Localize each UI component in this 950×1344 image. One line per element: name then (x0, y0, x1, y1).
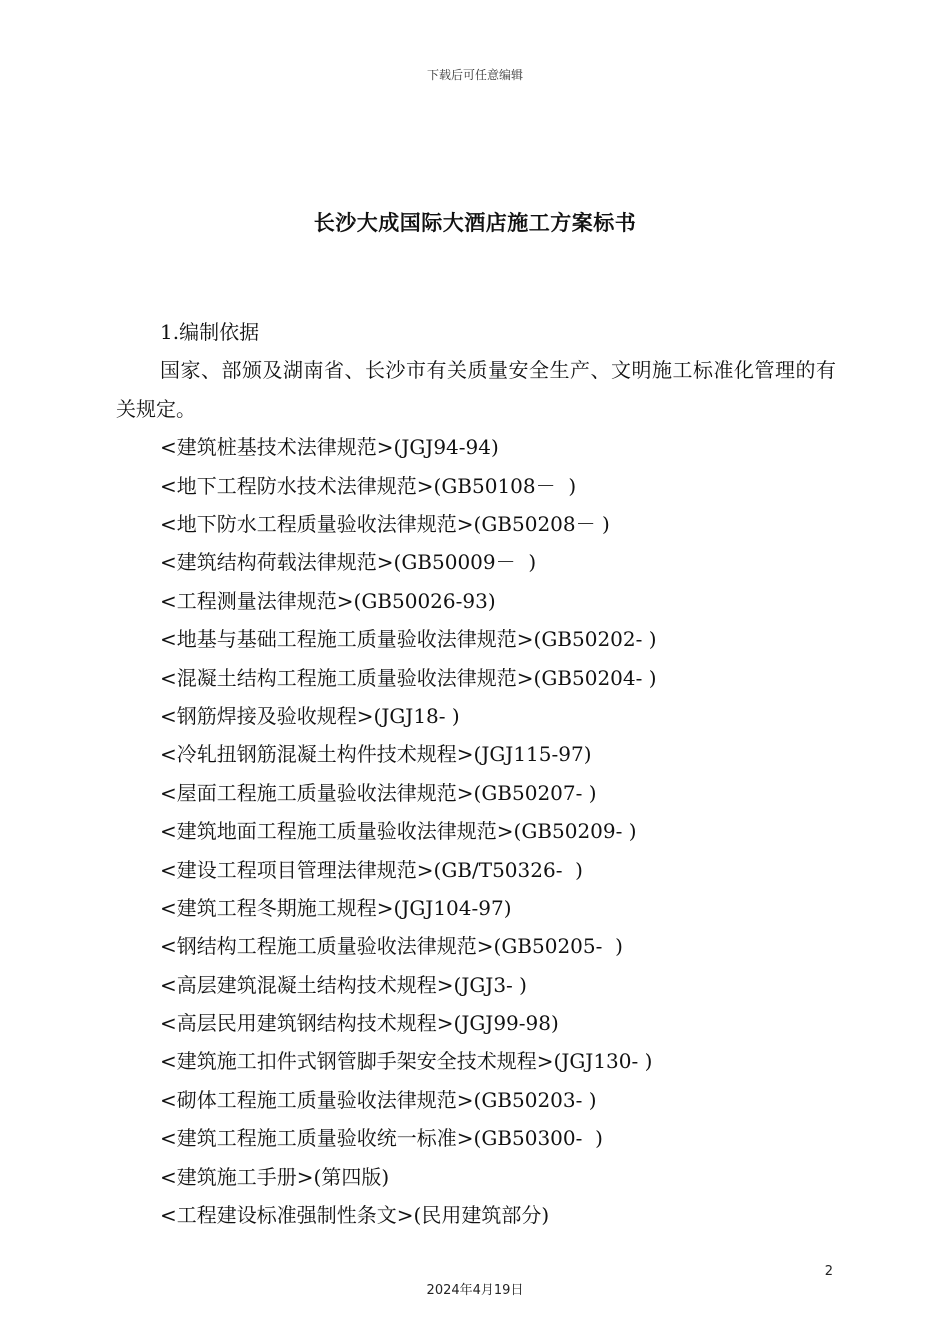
document-title: 长沙大成国际大酒店施工方案标书 (313, 211, 637, 235)
page-number: 2 (824, 1264, 833, 1279)
reference-item: <建设工程项目管理法律规范>(GB/T50326- ) (160, 857, 583, 882)
reference-item: <钢筋焊接及验收规程>(JGJ18- ) (160, 703, 460, 728)
reference-item: <建筑施工手册>(第四版) (160, 1164, 390, 1189)
reference-list (116, 428, 836, 1234)
reference-item: <工程建设标准强制性条文>(民用建筑部分) (160, 1203, 550, 1228)
reference-item: <建筑工程冬期施工规程>(JGJ104-97) (160, 895, 512, 920)
reference-item: <砌体工程施工质量验收法律规范>(GB50203- ) (160, 1087, 597, 1112)
reference-item: <高层建筑混凝土结构技术规程>(JGJ3- ) (160, 972, 527, 997)
header-note: 下载后可任意编辑 (426, 68, 523, 82)
reference-item: <建筑工程施工质量验收统一标准>(GB50300- ) (160, 1126, 603, 1151)
reference-item: <高层民用建筑钢结构技术规程>(JGJ99-98) (160, 1011, 559, 1036)
reference-item: <混凝土结构工程施工质量验收法律规范>(GB50204- ) (160, 665, 657, 690)
reference-item: <工程测量法律规范>(GB50026-93) (160, 588, 496, 613)
reference-item: <屋面工程施工质量验收法律规范>(GB50207- ) (160, 780, 597, 805)
reference-item: <地基与基础工程施工质量验收法律规范>(GB50202- ) (160, 627, 657, 652)
footer-date: 2024年4月19日 (426, 1283, 524, 1298)
reference-item: <钢结构工程施工质量验收法律规范>(GB50205- ) (160, 934, 623, 959)
reference-item: <建筑地面工程施工质量验收法律规范>(GB50209- ) (160, 819, 637, 844)
section-heading: 1.编制依据 (160, 320, 260, 344)
reference-item: <建筑桩基技术法律规范>(JGJ94-94) (160, 435, 499, 460)
reference-item: <地下工程防水技术法律规范>(GB50108－ ) (160, 473, 577, 498)
reference-item: <地下防水工程质量验收法律规范>(GB50208－ ) (160, 512, 610, 536)
document-body (116, 313, 836, 1234)
reference-item: <建筑结构荷载法律规范>(GB50009－ ) (160, 550, 537, 575)
reference-item: <建筑施工扣件式钢管脚手架安全技术规程>(JGJ130- ) (160, 1049, 653, 1074)
reference-item: <冷轧扭钢筋混凝土构件技术规程>(JGJ115-97) (160, 742, 592, 767)
intro-paragraph: 国家、部颁及湖南省、长沙市有关质量安全生产、文明施工标准化管理的有关规定。 (116, 358, 836, 421)
